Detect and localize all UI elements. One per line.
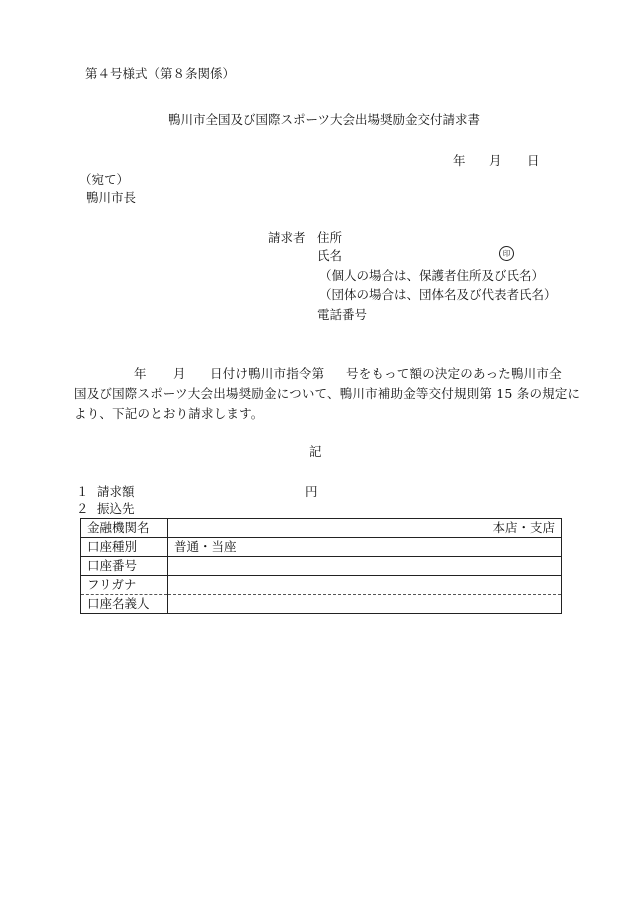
account-type-label: 口座種別 (81, 538, 168, 557)
item-2-label: 振込先 (97, 501, 135, 516)
addressee-prefix: （宛て） (79, 172, 130, 187)
date-day-label: 日 (527, 153, 540, 168)
bank-name-value[interactable]: 本店・支店 (168, 519, 562, 538)
account-type-value[interactable]: 普通・当座 (168, 538, 562, 557)
date-year-label: 年 (453, 153, 466, 168)
table-row (81, 538, 562, 557)
table-row (81, 557, 562, 576)
body-decision-tail: 号をもって額の決定のあった鴨川市全 (346, 366, 562, 381)
furigana-label: フリガナ (81, 576, 168, 595)
account-number-label: 口座番号 (81, 557, 168, 576)
item-1-number: １ (76, 484, 89, 499)
account-holder-label: 口座名義人 (81, 595, 168, 614)
body-month: 月 (173, 366, 186, 381)
furigana-value[interactable] (168, 576, 562, 595)
ki-heading: 記 (309, 444, 322, 459)
bank-account-table (80, 518, 562, 614)
item-1-label: 請求額 (97, 484, 135, 499)
form-number: 第４号様式（第８条関係） (85, 66, 236, 81)
table-row (81, 595, 562, 614)
body-year: 年 (134, 366, 147, 381)
body-line-3: より、下記のとおり請求します。 (74, 406, 264, 421)
requester-note-group: （団体の場合は、団体名及び代表者氏名） (319, 287, 557, 302)
account-holder-value[interactable] (168, 595, 562, 614)
date-month-label: 月 (489, 153, 502, 168)
requester-address-label: 住所 (317, 230, 343, 245)
body-decision-ref: 日付け鴨川市指令第 (210, 366, 325, 381)
body-line-2: 国及び国際スポーツ大会出場奨励金について、鴨川市補助金等交付規則第 15 条の規定に (74, 386, 581, 401)
item-1-unit: 円 (305, 484, 318, 499)
requester-name-label: 氏名 (317, 248, 343, 263)
addressee-name: 鴨川市長 (86, 190, 137, 205)
document-title: 鴨川市全国及び国際スポーツ大会出場奨励金交付請求書 (168, 112, 481, 127)
bank-name-label: 金融機関名 (81, 519, 168, 538)
table-row (81, 576, 562, 595)
requester-phone-label: 電話番号 (317, 307, 368, 322)
table-row (81, 519, 562, 538)
account-number-value[interactable] (168, 557, 562, 576)
requester-label: 請求者 (268, 230, 306, 245)
requester-note-individual: （個人の場合は、保護者住所及び氏名） (319, 268, 545, 283)
item-2-number: ２ (76, 501, 89, 516)
seal-mark: 印 (499, 246, 514, 261)
